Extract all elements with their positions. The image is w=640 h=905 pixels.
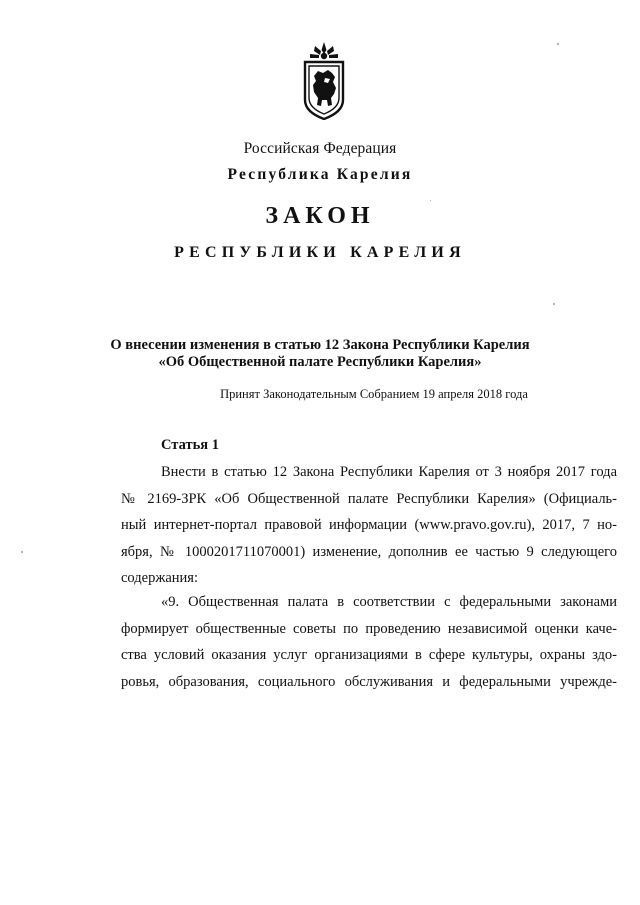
document-title (0, 337, 640, 371)
scan-speck (553, 303, 555, 305)
scan-speck (430, 200, 431, 201)
law-title: ЗАКОН (265, 203, 375, 229)
paragraph-line: формирует общественные советы по проведению независимой оценки каче- (121, 620, 617, 637)
karelia-coat-of-arms-icon (301, 42, 347, 120)
paragraph-line: № 2169-ЗРК «Об Общественной палате Республики Карелия» (Официаль- (121, 490, 617, 507)
document-title-line-1: О внесении изменения в статью 12 Закона Республики Карелия (110, 337, 530, 353)
paragraph-line: «9. Общественная палата в соответствии с федеральными законами (161, 594, 617, 610)
paragraph-line: содержания: (121, 570, 199, 587)
paragraph-line: ровья, образования, социального обслуживания и федеральными учрежде- (121, 673, 617, 690)
article-paragraph-1 (121, 459, 617, 592)
document-title-line-2: «Об Общественной палате Республики Карелия» (158, 354, 482, 370)
adoption-note: Принят Законодательным Собранием 19 апреля 2018 года (220, 387, 528, 401)
law-subtitle: РЕСПУБЛИКИ КАРЕЛИЯ (174, 244, 466, 261)
paragraph-line: ября, № 1000201711070001) изменение, дополнив ее частью 9 следующего (121, 543, 617, 560)
paragraph-line: Внести в статью 12 Закона Республики Карелия от 3 ноября 2017 года (161, 464, 617, 480)
republic-name: Республика Карелия (227, 166, 413, 183)
paragraph-line: ный интернет-портал правовой информации (www.pravo.gov.ru), 2017, 7 но- (121, 517, 617, 534)
country-name: Российская Федерация (243, 140, 397, 157)
article-heading: Статья 1 (161, 437, 219, 453)
scan-speck (557, 43, 559, 45)
article-paragraph-2 (121, 589, 617, 695)
paragraph-line: ства условий оказания услуг организациями в сфере культуры, охраны здо- (121, 647, 617, 664)
scan-speck (21, 551, 23, 553)
